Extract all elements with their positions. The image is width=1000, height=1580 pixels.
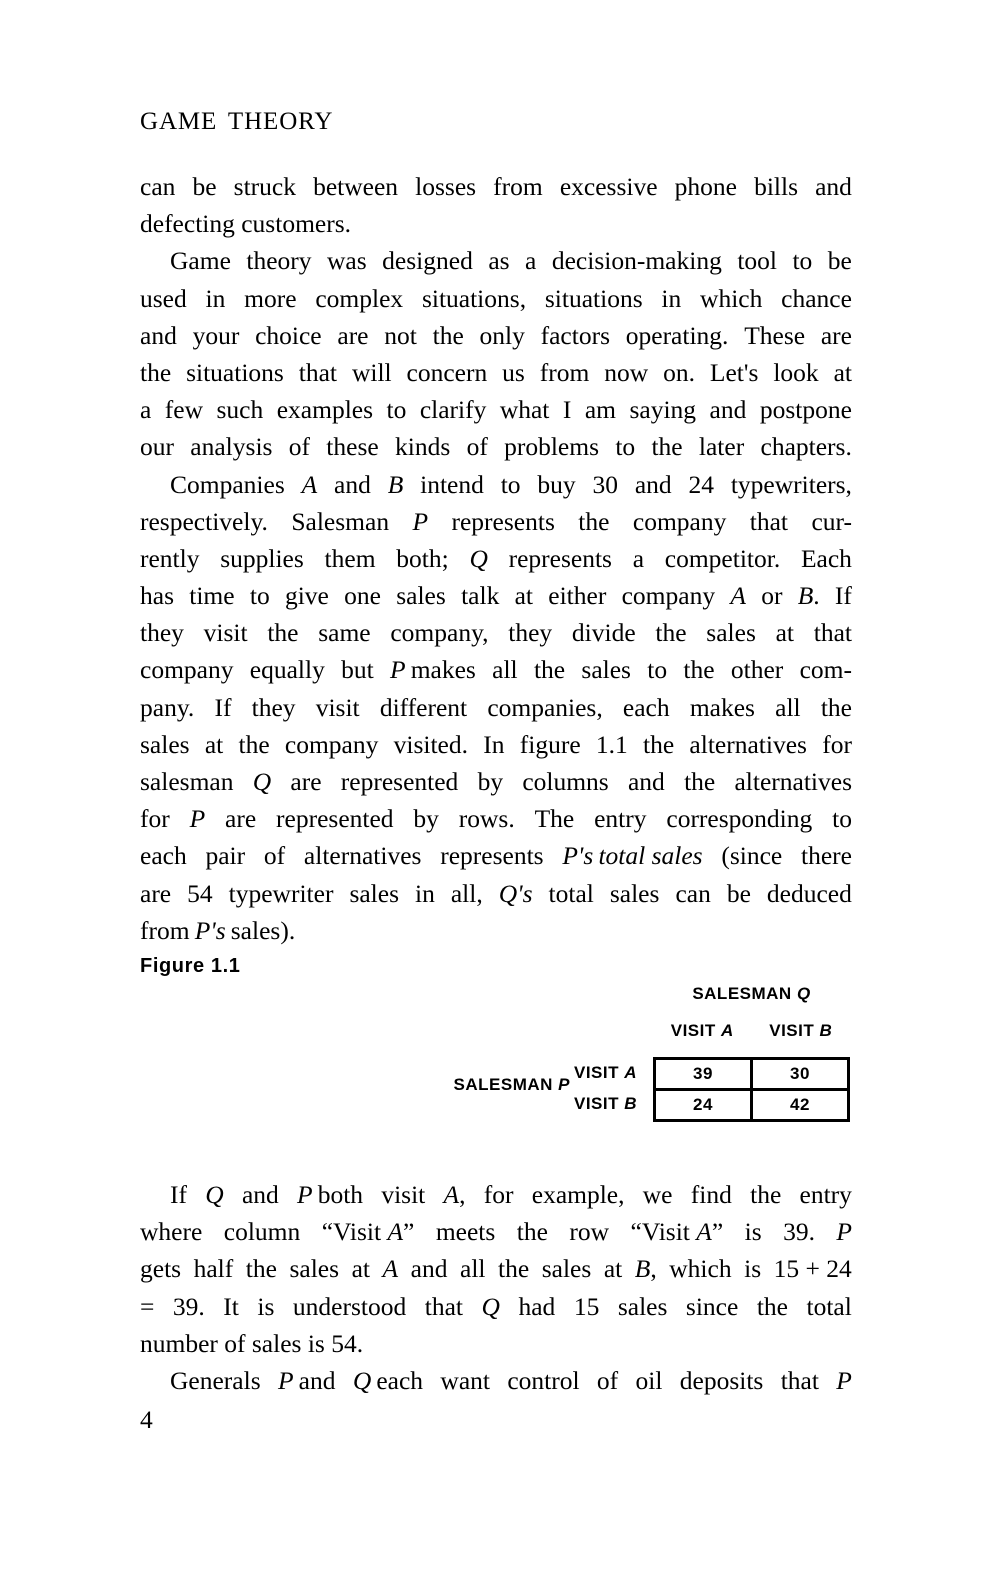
- text-line: respectively. Salesman P represents the company that cur-: [140, 506, 852, 536]
- figure-row-headers: [570, 1057, 646, 1119]
- figure-row-group-title: SALESMAN P: [453, 1075, 570, 1094]
- text-line: Game theory was designed as a decision-making tool to be: [170, 246, 852, 276]
- text-line: for P are represented by rows. The entry corresponding to: [140, 804, 852, 834]
- cell-b-b: 42: [752, 1090, 849, 1121]
- text-line: pany. If they visit different companies, each makes all the: [140, 692, 852, 722]
- text-line: sales at the company visited. In figure 1.1 the alternatives for: [140, 729, 852, 759]
- row-header-visit-a: VISIT A: [573, 1063, 637, 1082]
- text-line: Companies A and B intend to buy 30 and 24 typewriters,: [170, 469, 852, 499]
- player-p-symbol: P: [558, 1075, 570, 1094]
- text-line: from P's sales).: [140, 915, 296, 945]
- cell-a-b: 30: [752, 1059, 849, 1090]
- text-line: number of sales is 54.: [140, 1328, 364, 1358]
- text-line: defecting customers.: [140, 209, 352, 239]
- page-number: 4: [140, 1405, 153, 1434]
- text-line: a few such examples to clarify what I am saying and postpone: [140, 395, 852, 425]
- cell-b-a: 24: [655, 1090, 752, 1121]
- running-head: GAME THEORY: [140, 108, 334, 135]
- text-line: our analysis of these kinds of problems to the later chapters.: [140, 432, 852, 462]
- payoff-matrix-table: [653, 1057, 850, 1122]
- column-header-visit-a: VISIT A: [670, 1021, 734, 1040]
- text-line: Generals P and Q each want control of oil deposits that P: [170, 1365, 852, 1395]
- text-line: and your choice are not the only factors operating. These are: [140, 320, 852, 350]
- text-line: used in more complex situations, situations in which chance: [140, 283, 852, 313]
- text-line: gets half the sales at A and all the sales at B, which is 15 + 24: [140, 1254, 852, 1284]
- column-header-visit-b: VISIT B: [769, 1021, 833, 1040]
- player-q-symbol: Q: [796, 984, 811, 1003]
- body-text-lower: [140, 1176, 852, 1399]
- text-line: = 39. It is understood that Q had 15 sales since the total: [140, 1291, 852, 1321]
- text-line: are 54 typewriter sales in all, Q's total sales can be deduced: [140, 878, 852, 908]
- text-line: each pair of alternatives represents P's total sales (since there: [140, 841, 852, 871]
- table-row: [655, 1059, 849, 1090]
- figure-column-headers: [653, 1021, 850, 1041]
- figure-column-group-title: SALESMAN Q: [692, 984, 811, 1003]
- text-line: the situations that will concern us from now on. Let's look at: [140, 357, 852, 387]
- text-line: If Q and P both visit A, for example, we find the entry: [170, 1180, 852, 1209]
- table-row: [655, 1090, 849, 1121]
- figure-label: Figure 1.1: [140, 955, 241, 977]
- text-line: rently supplies them both; Q represents a competitor. Each: [140, 543, 852, 573]
- figure-payoff-matrix: [400, 980, 860, 1130]
- text-line: salesman Q are represented by columns and the alternatives: [140, 767, 852, 796]
- body-text-upper: [140, 168, 852, 949]
- text-line: can be struck between losses from excessive phone bills and: [140, 172, 852, 201]
- text-line: they visit the same company, they divide the sales at that: [140, 618, 852, 648]
- row-header-visit-b: VISIT B: [573, 1094, 637, 1113]
- text-line: has time to give one sales talk at either company A or B. If: [140, 581, 852, 611]
- text-line: company equally but P makes all the sales to the other com-: [140, 655, 852, 685]
- cell-a-a: 39: [693, 1064, 713, 1083]
- text-line: where column “Visit A” meets the row “Visit A” is 39. P: [140, 1217, 852, 1247]
